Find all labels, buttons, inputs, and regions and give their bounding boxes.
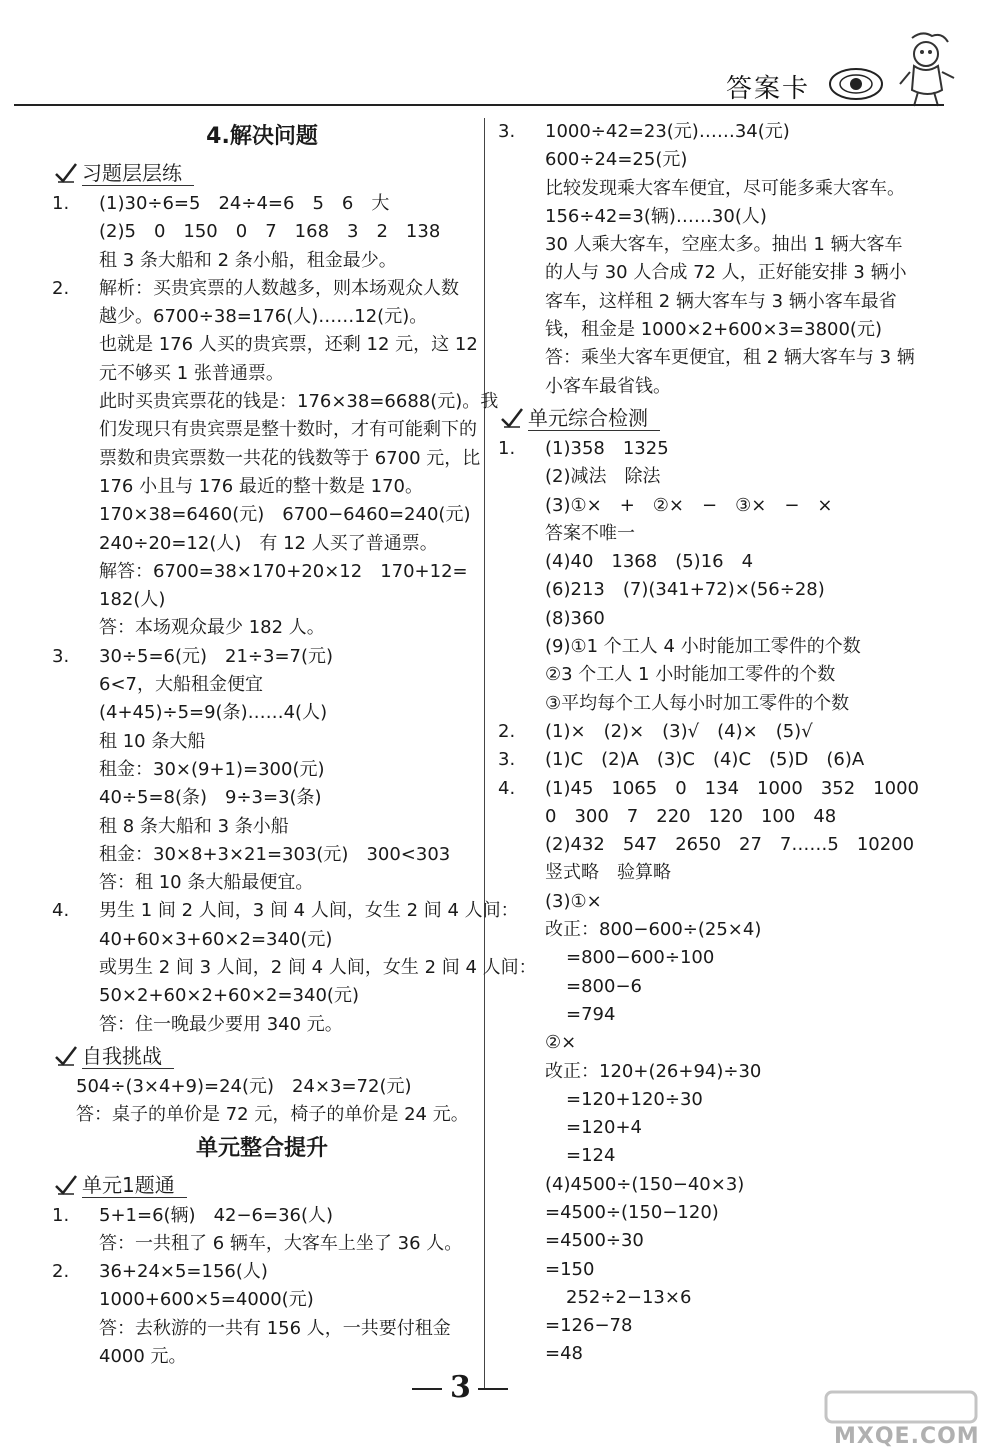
answer-line xyxy=(498,520,938,548)
answer-line xyxy=(498,1312,938,1340)
header-title: 答案卡 xyxy=(726,74,811,104)
answer-text: 租 10 条大船 xyxy=(99,730,206,752)
answer-line xyxy=(498,435,938,463)
answer-line xyxy=(52,1230,472,1258)
answer-text: =120+4 xyxy=(566,1117,642,1139)
answer-line xyxy=(52,728,472,756)
answer-text: 170×38=6460(元) 6700−6460=240(元) xyxy=(99,504,471,526)
header-rule xyxy=(14,104,944,106)
answer-line xyxy=(52,1315,472,1343)
answer-line xyxy=(498,118,938,146)
answer-line xyxy=(498,831,938,859)
answer-text: 改正：120+(26+94)÷30 xyxy=(545,1060,762,1082)
answer-line xyxy=(498,633,938,661)
answer-text: =126−78 xyxy=(545,1315,633,1337)
question-number: 1. xyxy=(52,193,70,214)
question-number: 4. xyxy=(52,900,70,922)
answer-line xyxy=(498,775,938,803)
answer-text: (1)30÷6=5 24÷4=6 5 6 大 xyxy=(99,193,390,214)
answer-line xyxy=(52,530,472,558)
answer-text: 的人与 30 人合成 72 人，正好能安排 3 辆小 xyxy=(545,262,907,284)
answer-line xyxy=(498,1340,938,1368)
checkmark-icon xyxy=(54,1045,78,1067)
answer-line xyxy=(498,576,938,604)
mascot-figure-icon xyxy=(892,28,964,108)
answer-line xyxy=(52,784,472,812)
answer-text: (6)213 (7)(341+72)×(56÷28) xyxy=(545,579,825,601)
answer-text: =800−6 xyxy=(566,975,642,997)
answer-line: 504÷(3×4+9)=24(元) 24×3=72(元) xyxy=(76,1075,412,1097)
answer-line xyxy=(498,859,938,887)
answer-text: 元不够买 1 张普通票。 xyxy=(99,362,284,384)
answer-line xyxy=(52,501,472,529)
section-heading-unit-test xyxy=(498,403,938,433)
answer-text: (1)× (2)× (3)√ (4)× (5)√ xyxy=(545,720,813,742)
answer-line xyxy=(52,643,472,671)
answer-text: 租金：30×(9+1)=300(元) xyxy=(99,758,325,780)
answer-text: ②× xyxy=(545,1032,577,1054)
answer-line xyxy=(498,661,938,689)
answer-line xyxy=(498,463,938,491)
answer-text: 36+24×5=156(人) xyxy=(99,1261,268,1283)
section-title-unit-review: 单元整合提升 xyxy=(195,1135,328,1161)
answer-text: 4000 元。 xyxy=(99,1345,187,1367)
answer-text: 176 小且与 176 最近的整十数是 170。 xyxy=(99,475,423,497)
question-number: 3. xyxy=(498,749,516,771)
answer-line xyxy=(498,203,938,231)
answer-line xyxy=(498,1227,938,1255)
section-heading-label: 习题层层练 xyxy=(82,161,194,186)
answer-line xyxy=(498,1029,938,1057)
answer-line xyxy=(52,614,472,642)
answer-line xyxy=(498,1001,938,1029)
answer-text: =150 xyxy=(545,1258,595,1280)
answer-line xyxy=(498,548,938,576)
answer-line xyxy=(498,316,938,344)
section-heading-label: 自我挑战 xyxy=(82,1044,174,1069)
answer-line xyxy=(498,718,938,746)
answer-text: 156÷42=3(辆)……30(人) xyxy=(545,205,767,227)
answer-text: 0 300 7 220 120 100 48 xyxy=(545,805,837,827)
answer-list-unit-test xyxy=(498,435,938,1369)
answer-line xyxy=(52,926,472,954)
column-divider xyxy=(484,118,485,1388)
answer-line xyxy=(498,175,938,203)
answer-line xyxy=(498,146,938,174)
answer-text: 解析：买贵宾票的人数越多，则本场观众人数 xyxy=(99,277,459,299)
answer-line xyxy=(52,190,472,218)
answer-line xyxy=(498,803,938,831)
page-number: 3 xyxy=(450,1370,471,1405)
question-number: 1. xyxy=(52,1204,70,1226)
checkmark-icon xyxy=(500,407,524,429)
answer-text: 1000+600×5=4000(元) xyxy=(99,1289,314,1311)
answer-line xyxy=(498,231,938,259)
answer-line xyxy=(52,218,472,246)
section-title-solve-problems: 4.解决问题 xyxy=(206,124,318,149)
answer-text: 答案不唯一 xyxy=(545,522,635,544)
answer-text: 182(人) xyxy=(99,589,166,611)
eye-badge-icon xyxy=(828,66,884,102)
answer-line xyxy=(498,746,938,774)
section-heading-one-problem xyxy=(52,1170,472,1200)
answer-text: =124 xyxy=(566,1145,616,1167)
answer-text: 240÷20=12(人) 有 12 人买了普通票。 xyxy=(99,532,438,554)
answer-line xyxy=(52,982,472,1010)
answer-line xyxy=(52,275,472,303)
answer-text: =4500÷(150−120) xyxy=(545,1201,719,1223)
question-number: 2. xyxy=(52,1261,70,1283)
answer-text: 客车，这样租 2 辆大客车与 3 辆小客车最省 xyxy=(545,290,897,312)
page-number-dash-left xyxy=(412,1388,442,1390)
question-number: 2. xyxy=(52,277,70,299)
answer-text: 6<7，大船租金便宜 xyxy=(99,674,263,696)
answer-line xyxy=(52,1286,472,1314)
answer-text: (9)①1 个工人 4 小时能加工零件的个数 xyxy=(545,636,861,658)
answer-text: (1)358 1325 xyxy=(545,437,669,459)
answer-text: (1)45 1065 0 134 1000 352 1000 xyxy=(545,777,919,799)
answer-line xyxy=(498,492,938,520)
answer-line xyxy=(498,1199,938,1227)
answer-list-unit-one xyxy=(52,1202,472,1372)
answer-line xyxy=(498,1142,938,1170)
answer-line xyxy=(498,1284,938,1312)
answer-line xyxy=(498,690,938,718)
answer-text: 租 3 条大船和 2 条小船，租金最少。 xyxy=(99,249,397,271)
answer-line xyxy=(52,416,477,444)
page-header xyxy=(0,0,1000,110)
section-heading-practice xyxy=(52,158,472,188)
answer-line xyxy=(52,1011,472,1039)
page-number-dash-right xyxy=(478,1388,508,1390)
answer-text: 解答：6700=38×170+20×12 170+12= xyxy=(99,560,468,582)
answer-text: 票数和贵宾票数一共花的钱数等于 6700 元，比 xyxy=(99,447,481,469)
answer-text: 252÷2−13×6 xyxy=(566,1286,692,1308)
answer-line xyxy=(52,1343,472,1371)
answer-text: 40÷5=8(条) 9÷3=3(条) xyxy=(99,787,322,809)
answer-text: 答：住一晚最少要用 340 元。 xyxy=(99,1013,343,1035)
answer-text: (8)360 xyxy=(545,607,605,629)
section-heading-label: 单元综合检测 xyxy=(528,406,660,431)
answer-text: 改正：800−600÷(25×4) xyxy=(545,919,762,941)
answer-text: 小客车最省钱。 xyxy=(545,375,671,397)
answer-line xyxy=(498,1256,938,1284)
answer-text: =120+120÷30 xyxy=(566,1088,703,1110)
section-heading-self-challenge xyxy=(52,1041,472,1071)
watermark-text: MXQE.COM xyxy=(834,1424,980,1449)
answer-text: (1)C (2)A (3)C (4)C (5)D (6)A xyxy=(545,749,865,771)
answer-line xyxy=(498,1086,938,1114)
answer-line xyxy=(498,259,938,287)
answer-text: 答：一共租了 6 辆车，大客车上坐了 36 人。 xyxy=(99,1232,463,1254)
answer-line xyxy=(52,388,499,416)
answer-text: 或男生 2 间 3 人间，2 间 4 人间，女生 2 间 4 人间： xyxy=(99,957,537,979)
answer-line xyxy=(52,473,472,501)
answer-line xyxy=(52,303,472,331)
answer-text: 比较发现乘大客车便宜，尽可能多乘大客车。 xyxy=(545,177,905,199)
checkmark-icon xyxy=(54,162,78,184)
answer-line xyxy=(498,1114,938,1142)
answer-list-practice xyxy=(52,190,537,1039)
answer-text: (4)4500÷(150−40×3) xyxy=(545,1173,745,1195)
question-number: 1. xyxy=(498,437,516,459)
answer-text: 50×2+60×2+60×2=340(元) xyxy=(99,985,359,1007)
answer-text: 答：乘坐大客车更便宜，租 2 辆大客车与 3 辆 xyxy=(545,347,915,369)
answer-line xyxy=(498,944,938,972)
answer-line xyxy=(52,586,472,614)
right-column xyxy=(498,118,938,1369)
answer-line xyxy=(498,1171,938,1199)
answer-text: 30÷5=6(元) 21÷3=7(元) xyxy=(99,645,334,667)
answer-text: (4)40 1368 (5)16 4 xyxy=(545,551,754,573)
answer-text: =48 xyxy=(545,1343,583,1365)
answer-text: 40+60×3+60×2=340(元) xyxy=(99,928,333,950)
answer-text: =794 xyxy=(566,1003,616,1025)
answer-line xyxy=(498,1058,938,1086)
answer-line xyxy=(52,360,472,388)
question-number: 4. xyxy=(498,777,516,799)
answer-text: 越少。6700÷38=176(人)……12(元)。 xyxy=(99,306,428,328)
answer-line xyxy=(52,813,472,841)
answer-text: 答：租 10 条大船最便宜。 xyxy=(99,872,314,894)
answer-text: 5+1=6(辆) 42−6=36(人) xyxy=(99,1204,334,1226)
answer-text: 600÷24=25(元) xyxy=(545,149,688,171)
answer-text: ③平均每个工人每小时加工零件的个数 xyxy=(545,692,850,714)
answer-line xyxy=(498,344,938,372)
left-column xyxy=(52,118,537,1371)
answer-line xyxy=(498,973,938,1001)
answer-line xyxy=(498,605,938,633)
answer-text: 也就是 176 人买的贵宾票，还剩 12 元，这 12 xyxy=(99,334,478,356)
answer-line xyxy=(498,373,938,401)
answer-text: 租 8 条大船和 3 条小船 xyxy=(99,815,289,837)
answer-text: (4+45)÷5=9(条)……4(人) xyxy=(99,702,328,724)
answer-text: 30 人乘大客车，空座太多。抽出 1 辆大客车 xyxy=(545,234,903,256)
answer-line xyxy=(498,888,938,916)
answer-line: 答：桌子的单价是 72 元，椅子的单价是 24 元。 xyxy=(76,1104,469,1126)
answer-line xyxy=(52,671,472,699)
answer-text: 此时买贵宾票花的钱是：176×38=6688(元)。我 xyxy=(99,391,499,413)
answer-text: 们发现只有贵宾票是整十数时，才有可能剩下的 xyxy=(99,419,477,441)
answer-text: ②3 个工人 1 小时能加工零件的个数 xyxy=(545,664,836,686)
answer-line xyxy=(52,756,472,784)
answer-text: 答：去秋游的一共有 156 人，一共要付租金 xyxy=(99,1317,451,1339)
answer-line xyxy=(52,558,472,586)
answer-line xyxy=(52,954,537,982)
answer-line xyxy=(52,445,481,473)
answer-text: 答：本场观众最少 182 人。 xyxy=(99,617,325,639)
answer-text: 男生 1 间 2 人间，3 间 4 人间，女生 2 间 4 人间： xyxy=(99,900,519,922)
question-number: 3. xyxy=(498,121,516,142)
checkmark-icon xyxy=(54,1174,78,1196)
answer-line xyxy=(52,841,472,869)
answer-line xyxy=(498,288,938,316)
answer-text: 钱，租金是 1000×2+600×3=3800(元) xyxy=(545,319,882,341)
question-number: 3. xyxy=(52,645,70,667)
section-heading-label: 单元1题通 xyxy=(82,1173,187,1198)
answer-text: =4500÷30 xyxy=(545,1230,644,1252)
answer-line xyxy=(52,247,472,275)
answer-text: 租金：30×8+3×21=303(元) 300<303 xyxy=(99,843,451,865)
answer-text: 1000÷42=23(元)……34(元) xyxy=(545,121,790,142)
answer-text: (3)①× xyxy=(545,890,602,912)
answer-line xyxy=(52,869,472,897)
answer-text: (3)①× + ②× − ③× − × xyxy=(545,494,833,516)
answer-line xyxy=(498,916,938,944)
answer-list-continued xyxy=(498,118,938,401)
answer-line xyxy=(52,897,519,925)
question-number: 2. xyxy=(498,720,516,742)
answer-line xyxy=(52,1202,472,1230)
answer-line xyxy=(52,1258,472,1286)
answer-text: 竖式略 验算略 xyxy=(545,862,671,884)
answer-line xyxy=(52,331,478,359)
answer-text: (2)432 547 2650 27 7……5 10200 xyxy=(545,834,915,856)
answer-text: (2)5 0 150 0 7 168 3 2 138 xyxy=(99,221,441,243)
answer-line xyxy=(52,699,472,727)
answer-text: (2)减法 除法 xyxy=(545,466,661,488)
answer-text: =800−600÷100 xyxy=(566,947,715,969)
